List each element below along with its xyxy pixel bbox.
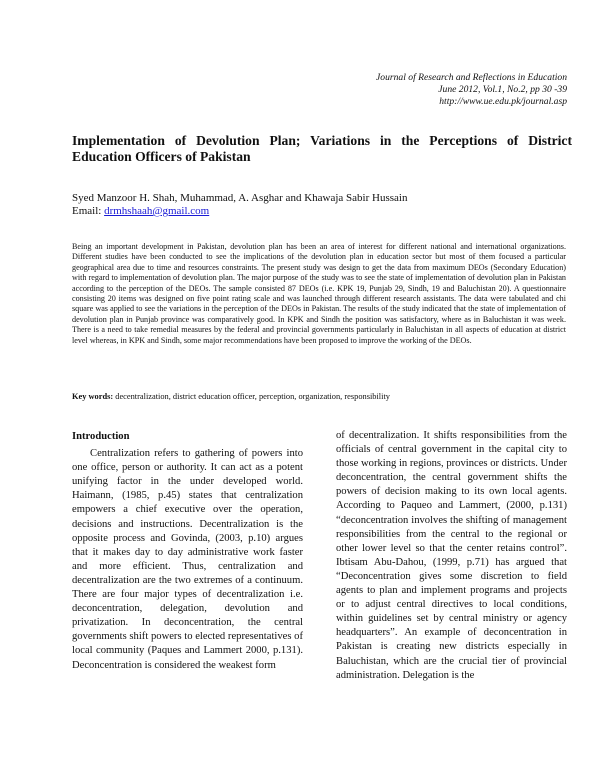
email-link[interactable]: drmhshaah@gmail.com xyxy=(104,205,210,217)
email-line xyxy=(72,205,572,218)
author-names: Syed Manzoor H. Shah, Muhammad, A. Asghar and Khawaja Sabir Hussain xyxy=(72,192,408,204)
intro-paragraph-right: of decentralization. It shifts responsibilities from the officials of central government in the capital city to those working in regions, provinces or districts. Under deconcentration, the central government shifts the powers of decision making to its own local agents. According to Paqueo and Lammert, (2000, p.131) “deconcentration involves the shifting of management responsibilities from the central to the regional or other lower level so that the center retains control”. Ibtisam Abu-Dahou, (1999, p.71) has argued that “Deconcentration gives some discretion to field agents to plan and implement programs and projects or to adjust central directives to local conditions, within guidelines set by central ministry or agency headquarters”. An example of deconcentration in Pakistan is creating new districts especially in Baluchistan, which are the crucial tier of provincial administration. Delegation is the xyxy=(336,430,567,681)
journal-issue: June 2012, Vol.1, No.2, pp 30 -39 xyxy=(438,84,567,95)
email-label: Email: xyxy=(72,205,102,217)
journal-header xyxy=(247,72,567,108)
author-block xyxy=(72,192,572,218)
abstract: Being an important development in Pakistan, devolution plan has been an area of interest for different national and international organizations. Different studies have been conducted to see the implications of the devolution plan in education sector but most of them focused a particular geographical area due to time and resources constraints. The present study was design to get the data from maximum DEOs (Secondary Education) with regard to implementation of devolution plan. The major purpose of the study was to see the state of implementation of devolution plan in Pakistan according to the perception of the DEOs. The sample consisted 87 DEOs (i.e. KPK 19, Punjab 29, Sindh, 19 and Baluchistan 20). A questionnaire consisting 20 items was designed on five point rating scale and was launched through different research assistants. The data were tabulated and chi square was applied to see the variations in the perception of the DEOs in Pakistan. The results of the study indicated that the state of implementation of devolution plan in Punjab province was comparatively good. In KPK and Sindh the position was satisfactory, where as in Baluchistan it was week. There is a need to take remedial measures by the federal and provincial governments particularly in Baluchistan in all aspects of education at district level whereas, in KPK and Sindh, some major recommendations have been proposed to improve the working of the DEOs. xyxy=(72,242,566,345)
journal-name: Journal of Research and Reflections in Education xyxy=(376,72,567,83)
keywords xyxy=(72,392,566,402)
paper-title: Implementation of Devolution Plan; Variations in the Perceptions of District Education Officers of Pakistan xyxy=(72,133,572,164)
introduction-heading: Introduction xyxy=(72,431,130,442)
keywords-list: decentralization, district education officer, perception, organization, responsibility xyxy=(115,392,390,401)
right-column xyxy=(336,429,567,683)
journal-url[interactable]: http://www.ue.edu.pk/journal.asp xyxy=(439,96,567,107)
intro-paragraph-left: Centralization refers to gathering of powers into one office, person or authority. It can act as a potent unifying factor in the under developed world. Haimann, (1985, p.45) states that centralization empowers a chief executive over the operation, decisions and instructions. Decentralization is the opposite process and Govinda, (2003, p.10) argues that it makes day to day administrative work faster and more efficient. Thus, centralization and decentralization are the two extremes of a continuum. There are four major types of decentralization i.e. deconcentration, delegation, devolution and privatization. In deconcentration, the central governments shift powers to elected representatives of local community (Paques and Lammert 2000, p.131). Deconcentration is considered the weakest form xyxy=(72,448,303,671)
left-column xyxy=(72,430,303,673)
keywords-label: Key words: xyxy=(72,392,114,401)
